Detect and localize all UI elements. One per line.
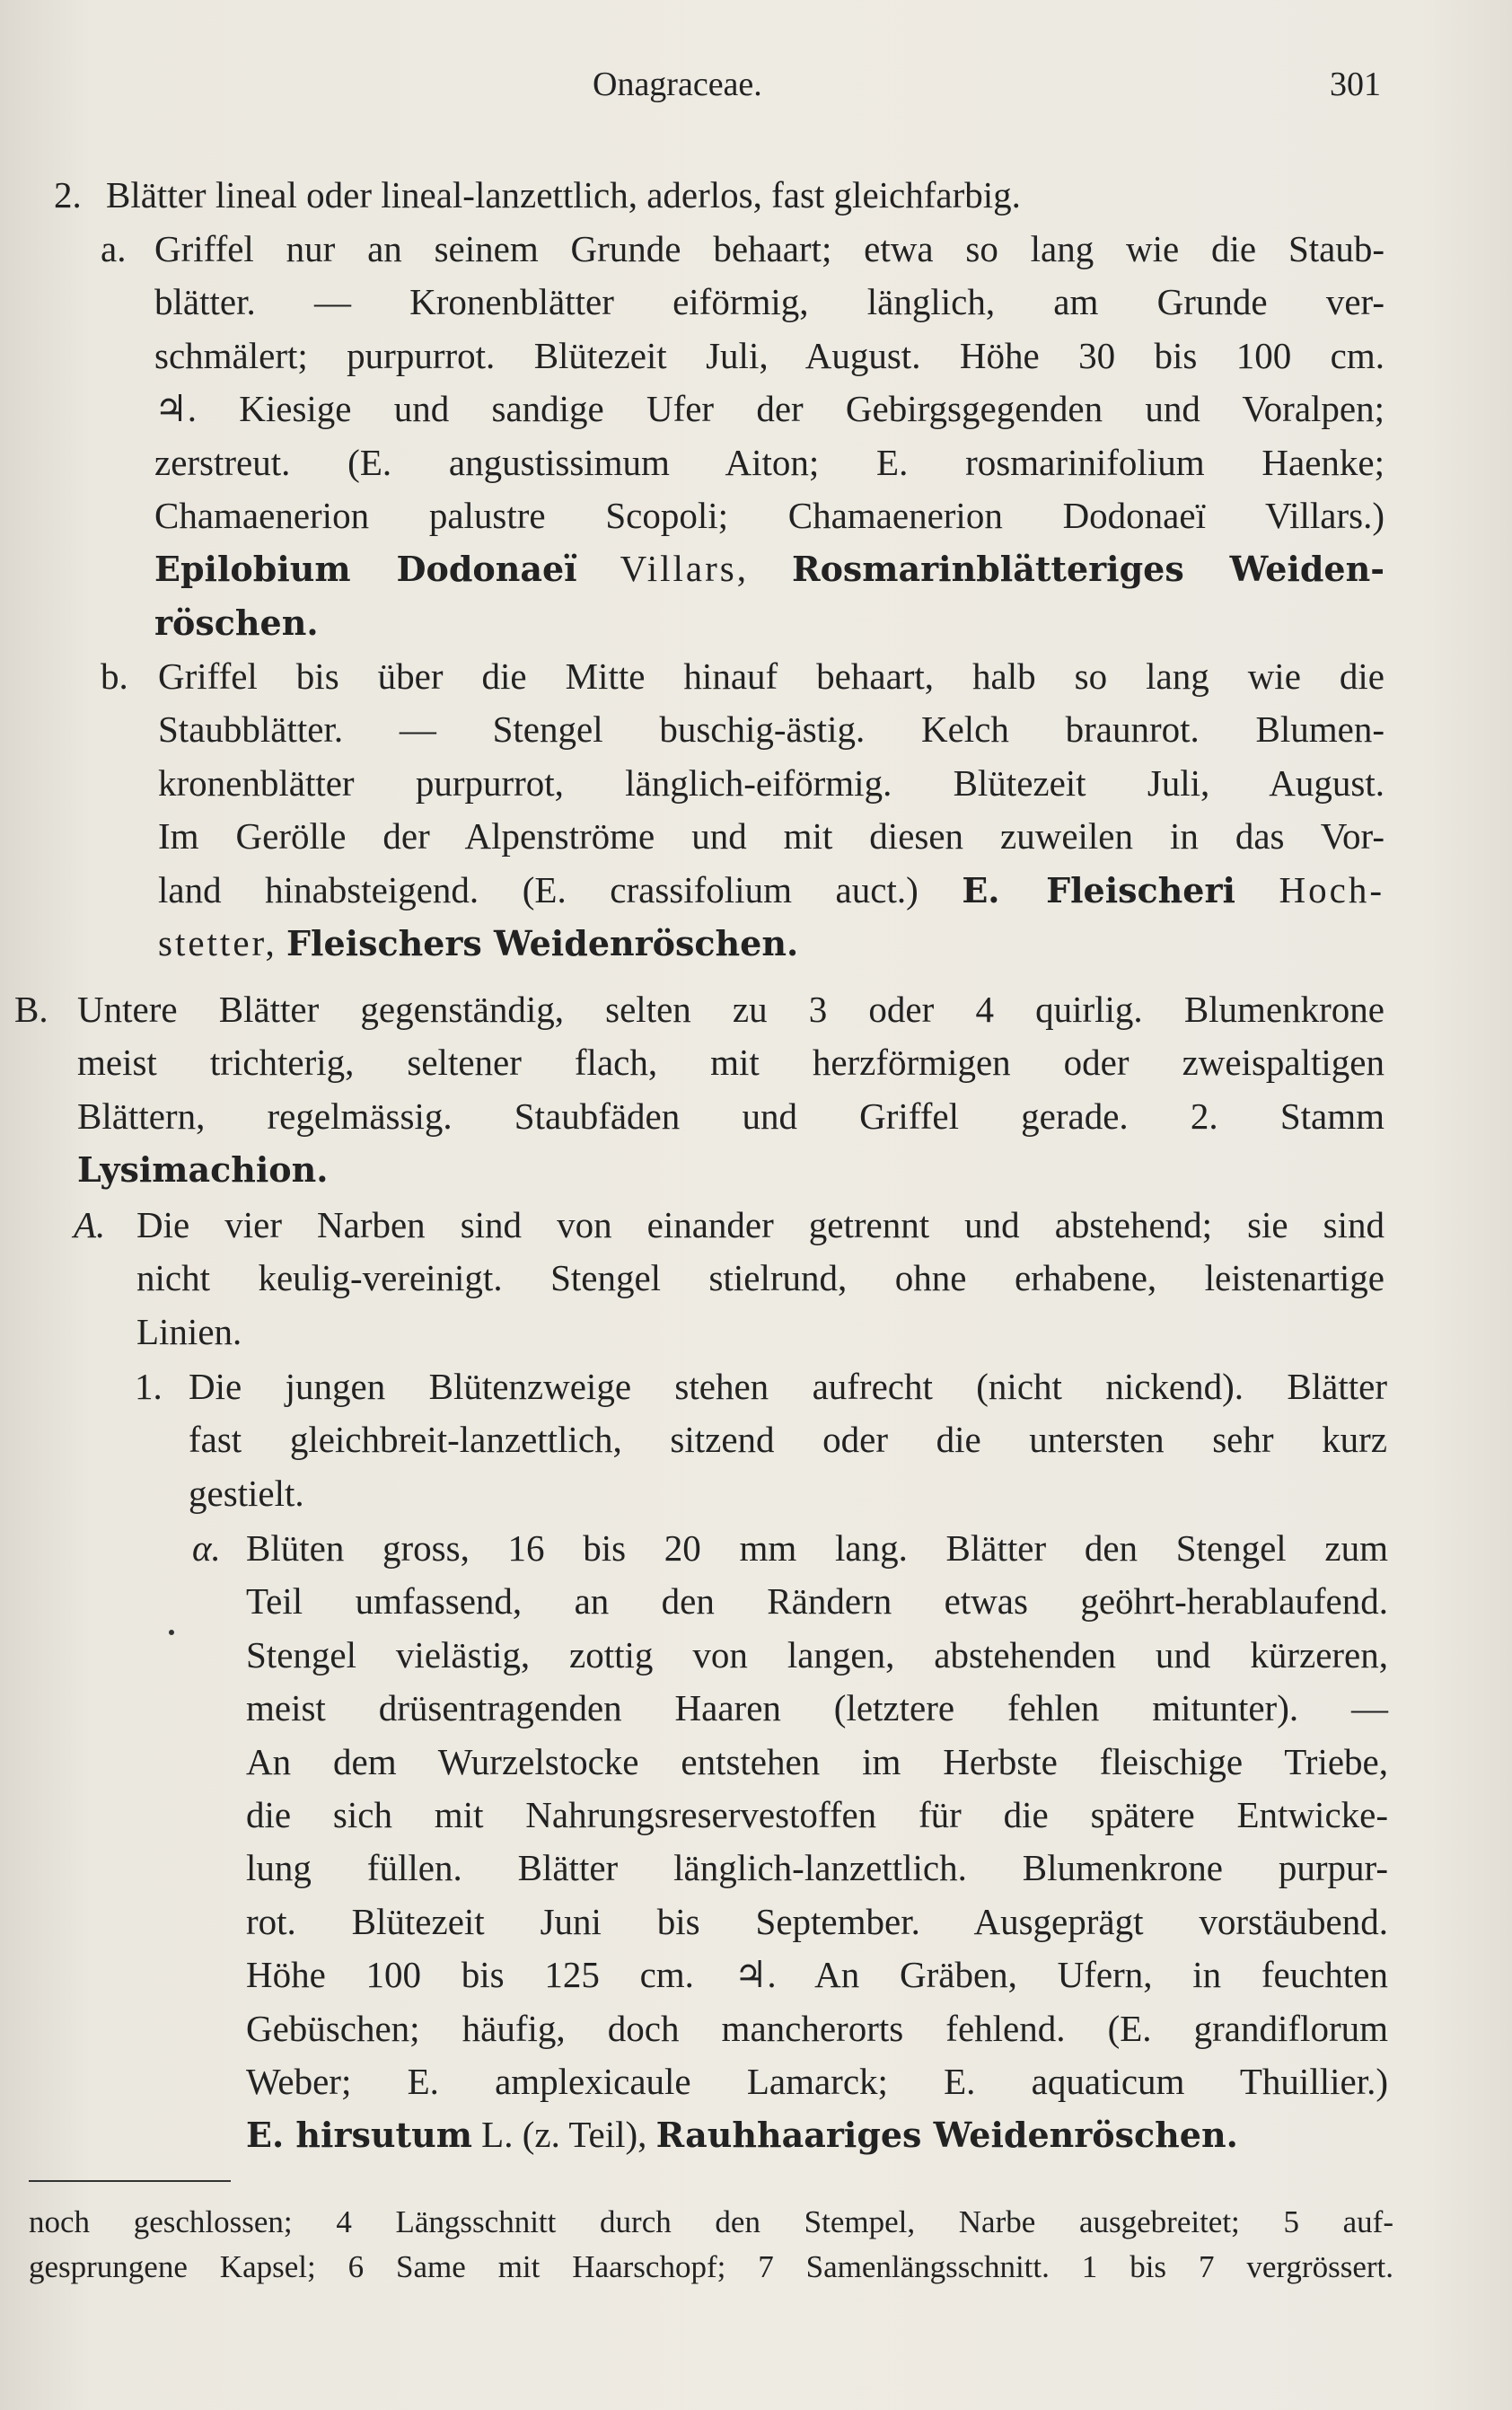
item-2-marker: 2. (54, 174, 82, 215)
text-line: Blättern, regelmässig. Staubfäden und Griffel gerade. 2. Stamm (77, 1095, 1385, 1137)
text-line: meist drüsentragenden Haaren (letztere fehlen mitunter). — (246, 1687, 1388, 1729)
text-line: Linien. (136, 1310, 242, 1352)
common-name-line (158, 917, 1385, 970)
text-line: Untere Blätter gegenständig, selten zu 3 oder 4 quirlig. Blumenkrone (77, 989, 1385, 1030)
text-line: An dem Wurzelstocke entstehen im Herbste fleischige Triebe, (246, 1740, 1388, 1782)
footnote-line: noch geschlossen; 4 Längsschnitt durch den Stempel, Narbe ausgebreitet; 5 auf- (29, 2204, 1393, 2239)
species-name: E. Fleischeri (962, 869, 1235, 910)
footnote-rule (29, 2180, 231, 2182)
text-line: Blätter lineal oder lineal-lanzettlich, aderlos, fast gleichfarbig. (106, 174, 1021, 215)
text-line: Stengel vielästig, zottig von langen, abstehenden und kürzeren, (246, 1633, 1388, 1676)
text-line: Teil umfassend, an den Rändern etwas geöhrt-herablaufend. (246, 1580, 1388, 1623)
item-2-text (106, 169, 1255, 222)
species-name-line (158, 864, 1385, 917)
page-header (0, 65, 1512, 119)
text-line: Griffel bis über die Mitte hinauf behaart, halb so lang wie die (158, 655, 1385, 697)
item-A-marker: A. (74, 1204, 106, 1245)
text-line: schmälert; purpurrot. Blütezeit Juli, August. Höhe 30 bis 100 cm. (154, 334, 1385, 376)
page-number: 301 (1330, 66, 1381, 103)
item-B-text (77, 983, 1385, 1197)
print-speck (169, 1630, 174, 1635)
item-alpha-marker: α. (192, 1527, 221, 1569)
text-line: Im Gerölle der Alpenströme und mit diesen zuweilen in das Vor- (158, 815, 1385, 858)
text-line: zerstreut. (E. angustissimum Aiton; E. rosmarinifolium Haenke; (154, 441, 1385, 483)
item-B-marker: B. (14, 989, 48, 1030)
text-line: Weber; E. amplexicaule Lamarck; E. aquaticum Thuillier.) (246, 2061, 1388, 2103)
text-line: Die jungen Blütenzweige stehen aufrecht (nicht nickend). Blätter (189, 1366, 1387, 1407)
text-line: blätter. — Kronenblätter eiförmig, länglich, am Grunde ver- (154, 281, 1385, 323)
text-line: Staubblätter. — Stengel buschig-ästig. Kelch braunrot. Blumen- (158, 708, 1385, 751)
common-name-continued-line (154, 596, 1385, 649)
text-line: Griffel nur an seinem Grunde behaart; etwa so lang wie die Staub- (154, 228, 1385, 269)
species-name-line (154, 542, 1385, 595)
item-2a-marker: a. (101, 228, 127, 269)
species-author-continued: stetter, (158, 922, 277, 964)
text-line: Chamaenerion palustre Scopoli; Chamaenerion Dodonaeï Villars.) (154, 495, 1385, 537)
species-name: E. hirsutum (246, 2115, 472, 2156)
text-line: Die vier Narben sind von einander getrennt und abstehend; sie sind (136, 1204, 1385, 1245)
item-2a-text (154, 223, 1385, 649)
species-author: Hoch- (1279, 868, 1385, 910)
text-line: lung füllen. Blätter länglich-lanzettlich. Blumenkrone purpur- (246, 1847, 1388, 1889)
item-1-text (189, 1360, 1387, 1520)
text-line: fast gleichbreit-lanzettlich, sitzend oder die untersten sehr kurz (189, 1419, 1387, 1461)
item-1-marker: 1. (135, 1366, 163, 1407)
common-name-continued: röschen. (154, 602, 319, 643)
species-name: Epilobium Dodonaeï (154, 549, 577, 590)
species-author: L. (z. Teil), (481, 2114, 647, 2156)
text-line: gestielt. (189, 1472, 304, 1514)
common-name: Rauhhaariges Weidenröschen. (655, 2115, 1238, 2156)
text-line: nicht keulig-vereinigt. Stengel stielrund, ohne erhabene, leistenartige (136, 1257, 1385, 1299)
text-line: Gebüschen; häufig, doch mancherorts fehlend. (E. grandiflorum (246, 2007, 1388, 2049)
item-A-text (136, 1199, 1385, 1359)
text-line: ♃. Kiesige und sandige Ufer der Gebirgsgegenden und Voralpen; (154, 388, 1385, 430)
stamm-name: Lysimachion. (77, 1149, 329, 1191)
common-name: Rosmarinblätteriges Weiden- (791, 549, 1385, 590)
footnote-line: gesprungene Kapsel; 6 Same mit Haarschopf; 7 Samenlängsschnitt. 1 bis 7 vergrössert. (29, 2249, 1393, 2284)
footnote (29, 2200, 1393, 2290)
text-line: die sich mit Nahrungsreservestoffen für die spätere Entwicke- (246, 1794, 1388, 1836)
text-line: Höhe 100 bis 125 cm. ♃. An Gräben, Ufern, in feuchten (246, 1954, 1388, 1996)
text-segment: land hinabsteigend. (E. crassifolium auct.) (158, 868, 919, 910)
text-line: meist trichterig, seltener flach, mit herzförmigen oder zweispaltigen (77, 1042, 1385, 1084)
text-line: rot. Blütezeit Juni bis September. Ausgeprägt vorstäubend. (246, 1900, 1388, 1942)
running-title: Onagraceae. (593, 66, 762, 103)
species-name-line (246, 2108, 1388, 2161)
text-line: kronenblätter purpurrot, länglich-eiförmig. Blütezeit Juli, August. (158, 761, 1385, 804)
species-author: Villars, (620, 548, 749, 590)
stamm-name-line (77, 1143, 1385, 1196)
common-name: Fleischers Weidenröschen. (286, 923, 799, 964)
item-2b-text (158, 650, 1385, 970)
item-alpha-text (246, 1522, 1388, 2162)
text-line: Blüten gross, 16 bis 20 mm lang. Blätter den Stengel zum (246, 1527, 1388, 1569)
item-2b-marker: b. (101, 655, 128, 697)
